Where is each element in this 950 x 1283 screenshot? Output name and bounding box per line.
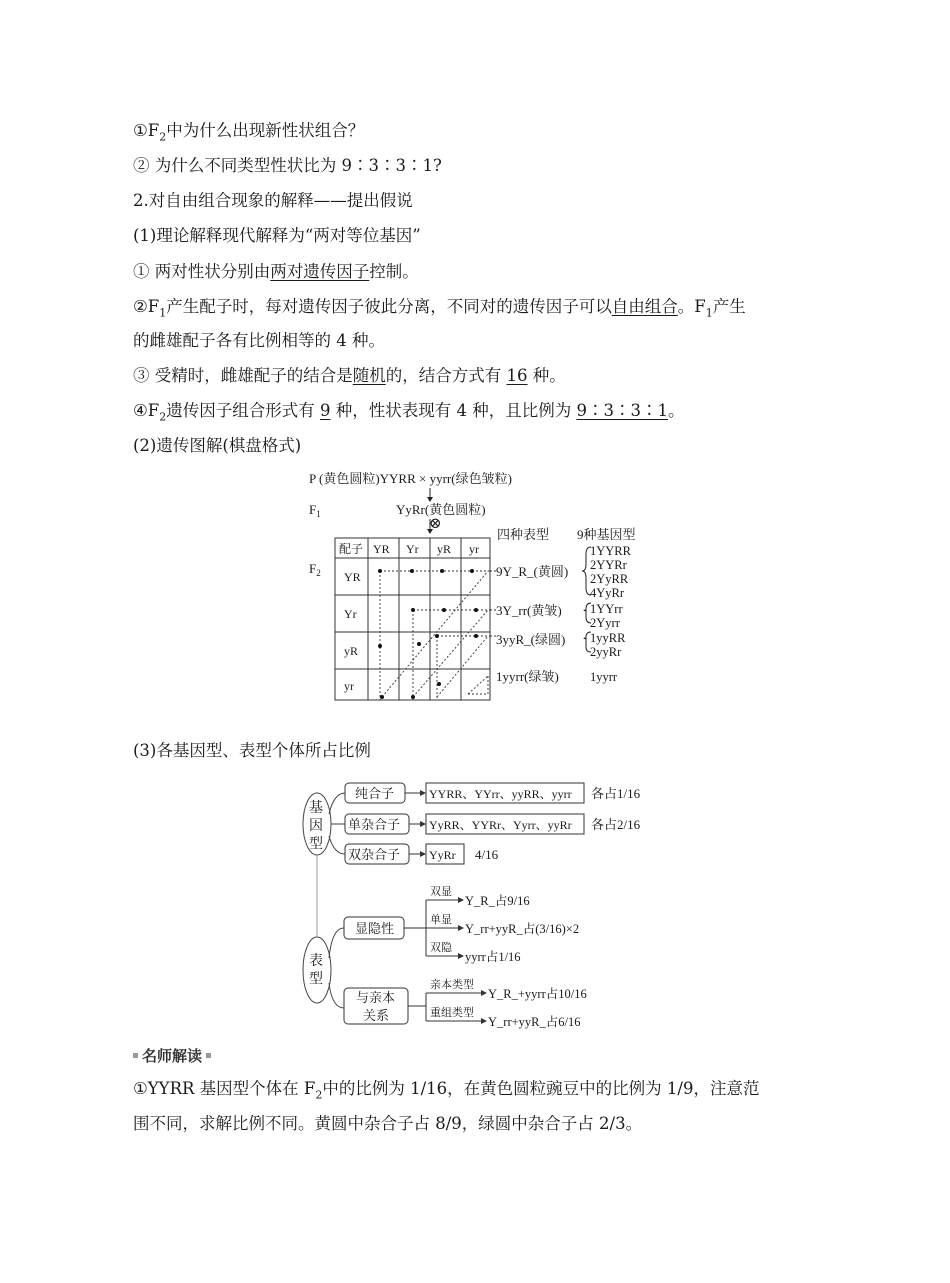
point-4: $④F_2$遗传因子组合形式有 9 种，性状表现有 4 种，且比例为 9∶3∶3∶1。: [133, 401, 685, 424]
double-recessive-text: yyrr占1/16: [465, 950, 521, 964]
double-heterozygote-box: YyRr: [429, 848, 456, 862]
genotype-3-1: 1yyRR: [590, 631, 626, 645]
gamete-col-4: yr: [469, 542, 479, 556]
note-line-2: 围不同，求解比例不同。黄圆中杂合子占 8/9，绿圆中杂合子占 2/3。: [133, 1114, 643, 1133]
subsection-title: (1)理论解释现代解释为“两对等位基因”: [133, 226, 421, 245]
double-recessive-tag: 双隐: [430, 942, 452, 954]
question-2: ② 为什么不同类型性状比为 9∶3∶3∶1?: [133, 156, 442, 175]
arrow-head-icon: [420, 790, 426, 796]
section-title: 2.对自由组合现象的解释——提出假说: [133, 191, 413, 210]
punnett-square-diagram: [300, 464, 680, 704]
subsection-title-2: (2)遗传图解(棋盘格式): [133, 436, 302, 455]
tip-header: 名师解读: [133, 1045, 211, 1066]
genotype-root-1: 基: [309, 801, 323, 816]
parental-type-tag: 亲本类型: [430, 979, 474, 991]
punnett-grid: [335, 538, 490, 700]
ratio-concept-map: [298, 778, 648, 1033]
grid-corner: 配子: [339, 542, 364, 556]
genotype-1-4: 4YyRr: [590, 586, 625, 600]
parent-relation-label-1: 与亲本: [356, 990, 396, 1005]
arrow-head-icon: [420, 851, 426, 857]
arrow-head-icon: [458, 925, 464, 931]
double-dominant-tag: 双显: [430, 886, 452, 898]
single-heterozygote-note: 各占2/16: [591, 817, 641, 832]
parent-relation-label-2: 关系: [363, 1008, 390, 1023]
recombinant-type-tag: 重组类型: [430, 1007, 474, 1019]
genotype-4-1: 1yyrr: [590, 670, 618, 684]
single-heterozygote-box: YyRR、YYRr、Yyrr、yyRr: [429, 818, 572, 832]
gamete-row-4: yr: [344, 679, 354, 693]
gamete-col-2: Yr: [406, 542, 419, 556]
genotype-root-2: 因: [309, 819, 323, 834]
header-nine-genotypes: 9种基因型: [577, 527, 636, 542]
selfing-symbol-icon: ⊗: [429, 516, 442, 532]
single-dominant-text: Y_rr+yyR_占(3/16)×2: [465, 922, 580, 936]
gamete-row-3: yR: [344, 644, 359, 658]
single-dominant-tag: 单显: [430, 914, 452, 926]
phenotype-root-oval: [303, 937, 331, 1003]
arrow-head-icon: [458, 897, 464, 903]
genotype-2-2: 2Yyrr: [590, 616, 620, 630]
square-bullet-icon: [133, 1053, 138, 1058]
homozygote-box: YYRR、YYrr、yyRR、yyrr: [429, 787, 572, 801]
double-dominant-text: Y_R_占9/16: [465, 894, 530, 908]
arrow-head-icon: [481, 990, 487, 996]
single-heterozygote-label: 单杂合子: [348, 817, 401, 832]
phenotype-4: 1yyrr(绿皱): [496, 669, 559, 684]
recombinant-type-text: Y_rr+yyR_占6/16: [488, 1015, 581, 1029]
point-1: ① 两对性状分别由两对遗传因子控制。: [133, 262, 419, 281]
dominance-label: 显隐性: [355, 921, 395, 936]
double-heterozygote-label: 双杂合子: [348, 847, 401, 862]
question-1: $①F_2$中为什么出现新性状组合？: [133, 121, 365, 144]
f1-label: $F_1$: [309, 502, 321, 519]
parent-cross: P (黄色圆粒)YYRR × yyrr(绿色皱粒): [309, 471, 512, 486]
gamete-col-1: YR: [373, 542, 390, 556]
phenotype-root-1: 表: [309, 954, 323, 969]
genotype-2-1: 1YYrr: [590, 602, 623, 616]
point-2-cont: 的雌雄配子各有比例相等的 4 种。: [133, 331, 385, 350]
point-2: $②F_1$产生配子时，每对遗传因子彼此分离，不同对的遗传因子可以自由组合。$F_1$产生: [133, 297, 746, 320]
arrow-head-icon: [420, 821, 426, 827]
f1-line: YyRr(黄色圆粒): [396, 502, 486, 517]
homozygote-note: 各占1/16: [591, 786, 641, 801]
point-3: ③ 受精时，雌雄配子的结合是随机的，结合方式有 16 种。: [133, 366, 566, 385]
zygote-dots: [378, 569, 478, 699]
phenotype-1: 9Y_R_(黄圆): [496, 564, 569, 579]
gamete-col-3: yR: [437, 542, 452, 556]
phenotype-2: 3Y_rr(黄皱): [496, 603, 562, 618]
phenotype-3: 3yyR_(绿圆): [496, 632, 566, 647]
header-four-phenotypes: 四种表型: [497, 527, 550, 542]
arrow-head-icon: [481, 1018, 487, 1024]
gamete-row-2: Yr: [344, 607, 357, 621]
arrow-head-icon: [458, 953, 464, 959]
genotype-root-3: 型: [309, 837, 323, 852]
note-line-1: ①YYRR 基因型个体在 $F_2$中的比例为 1/16，在黄色圆粒豌豆中的比例为 1/9，注意范: [133, 1079, 760, 1102]
genotype-1-2: 2YYRr: [590, 558, 627, 572]
homozygote-label: 纯合子: [355, 786, 395, 801]
gamete-row-1: YR: [344, 570, 361, 584]
double-heterozygote-note: 4/16: [475, 847, 499, 862]
genotype-3-2: 2yyRr: [590, 645, 622, 659]
subsection-title-3: (3)各基因型、表型个体所占比例: [133, 741, 371, 760]
genotype-1-1: 1YYRR: [590, 544, 631, 558]
square-bullet-icon: [206, 1053, 211, 1058]
genotype-1-3: 2YyRR: [590, 572, 629, 586]
f2-label: $F_2$: [309, 561, 321, 578]
parental-type-text: Y_R_+yyrr占10/16: [488, 987, 587, 1001]
phenotype-root-2: 型: [309, 972, 323, 987]
